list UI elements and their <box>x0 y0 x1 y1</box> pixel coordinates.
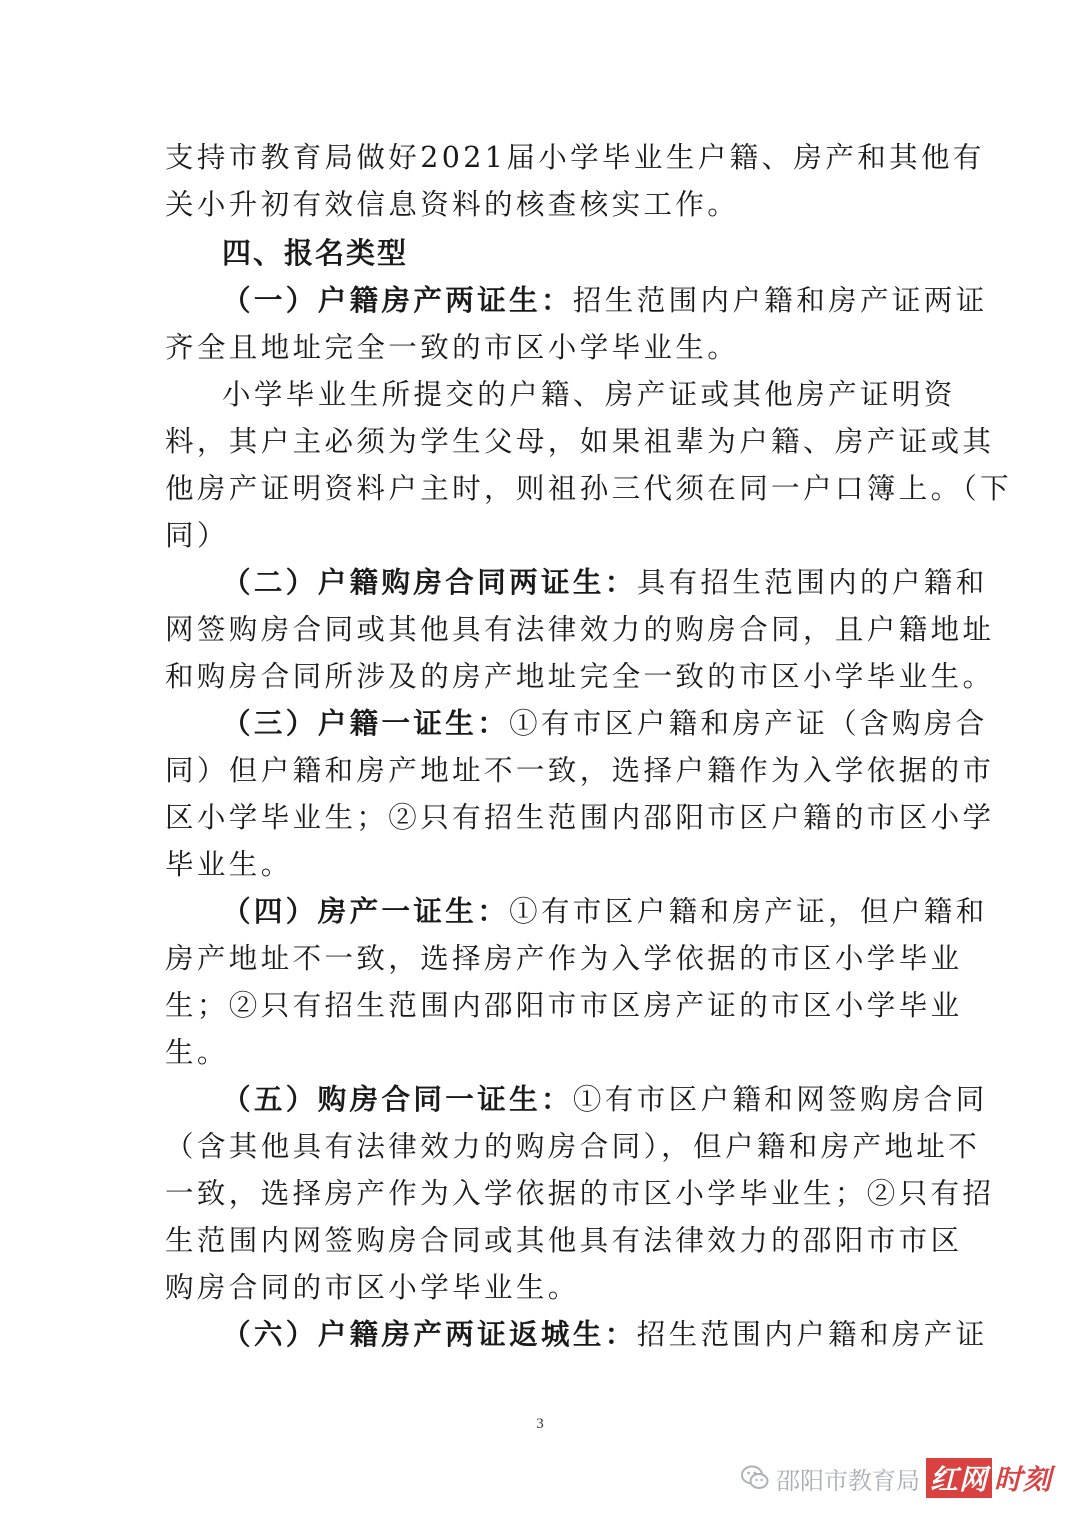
text-line: （含其他具有法律效力的购房合同），但户籍和房产地址不 <box>165 1130 981 1163</box>
text-line: 购房合同的市区小学毕业生。 <box>165 1271 580 1304</box>
text-line: 小学毕业生所提交的户籍、房产证或其他房产证明资 <box>222 378 956 411</box>
subsection-text: ①有市区户籍和房产证（含购房合 <box>509 707 988 740</box>
subsection-text: ①有市区户籍和网签购房合同 <box>572 1083 988 1116</box>
text-line: 料，其户主必须为学生父母，如果祖辈为户籍、房产证或其 <box>165 425 995 458</box>
text-line: 生；②只有招生范围内邵阳市市区房产证的市区小学毕业 <box>165 989 963 1022</box>
rednet-logo <box>926 1458 1052 1498</box>
wechat-icon <box>740 1463 770 1493</box>
text-line: 同） <box>165 519 229 552</box>
subsection-line <box>165 1076 988 1123</box>
subsection-text: 招生范围内户籍和房产证 <box>636 1318 988 1351</box>
subsection-text: 具有招生范围内的户籍和 <box>636 566 988 599</box>
subsection-title: （四）房产一证生： <box>222 894 510 928</box>
text-line: 区小学毕业生；②只有招生范围内邵阳市区户籍的市区小学 <box>165 801 995 834</box>
watermark <box>740 1458 1052 1498</box>
subsection-title: （二）户籍购房合同两证生： <box>222 565 637 599</box>
subsection-title: （六）户籍房产两证返城生： <box>222 1317 637 1351</box>
rednet-logo-mark: 红网 <box>926 1458 992 1498</box>
subsection-title: （一）户籍房产两证生： <box>222 283 573 317</box>
text-line: 网签购房合同或其他具有法律效力的购房合同，且户籍地址 <box>165 613 995 646</box>
subsection-line <box>165 559 988 606</box>
text-line: 生范围内网签购房合同或其他具有法律效力的邵阳市市区 <box>165 1224 963 1257</box>
subsection-text: ①有市区户籍和房产证，但户籍和 <box>509 895 988 928</box>
document-body <box>165 134 1013 1358</box>
subsection-title: （三）户籍一证生： <box>222 706 510 740</box>
text-line: 他房产证明资料户主时，则祖孙三代须在同一户口簿上。（下 <box>165 472 1013 505</box>
watermark-account: 邵阳市教育局 <box>775 1466 920 1495</box>
section-heading: 四、报名类型 <box>222 236 409 270</box>
text-line: 齐全且地址完全一致的市区小学毕业生。 <box>165 331 740 364</box>
text-line: 和购房合同所涉及的房产地址完全一致的市区小学毕业生。 <box>165 660 995 693</box>
subsection-line <box>165 277 988 324</box>
subsection-line <box>165 888 988 935</box>
subsection-title: （五）购房合同一证生： <box>222 1082 573 1116</box>
rednet-logo-text: 时刻 <box>993 1463 1052 1496</box>
text-line: 同）但户籍和房产地址不一致，选择户籍作为入学依据的市 <box>165 754 995 787</box>
text-line: 一致，选择房产作为入学依据的市区小学毕业生；②只有招 <box>165 1177 995 1210</box>
text-line: 支持市教育局做好2021届小学毕业生户籍、房产和其他有 <box>165 141 985 174</box>
text-line: 房产地址不一致，选择房产作为入学依据的市区小学毕业 <box>165 942 963 975</box>
text-line: 毕业生。 <box>165 848 293 881</box>
subsection-line <box>165 1311 988 1358</box>
subsection-text: 招生范围内户籍和房产证两证 <box>572 284 988 317</box>
subsection-line <box>165 700 988 747</box>
text-line: 关小升初有效信息资料的核查核实工作。 <box>165 188 740 221</box>
text-line: 生。 <box>165 1036 229 1069</box>
page-number: 3 <box>536 1416 544 1432</box>
